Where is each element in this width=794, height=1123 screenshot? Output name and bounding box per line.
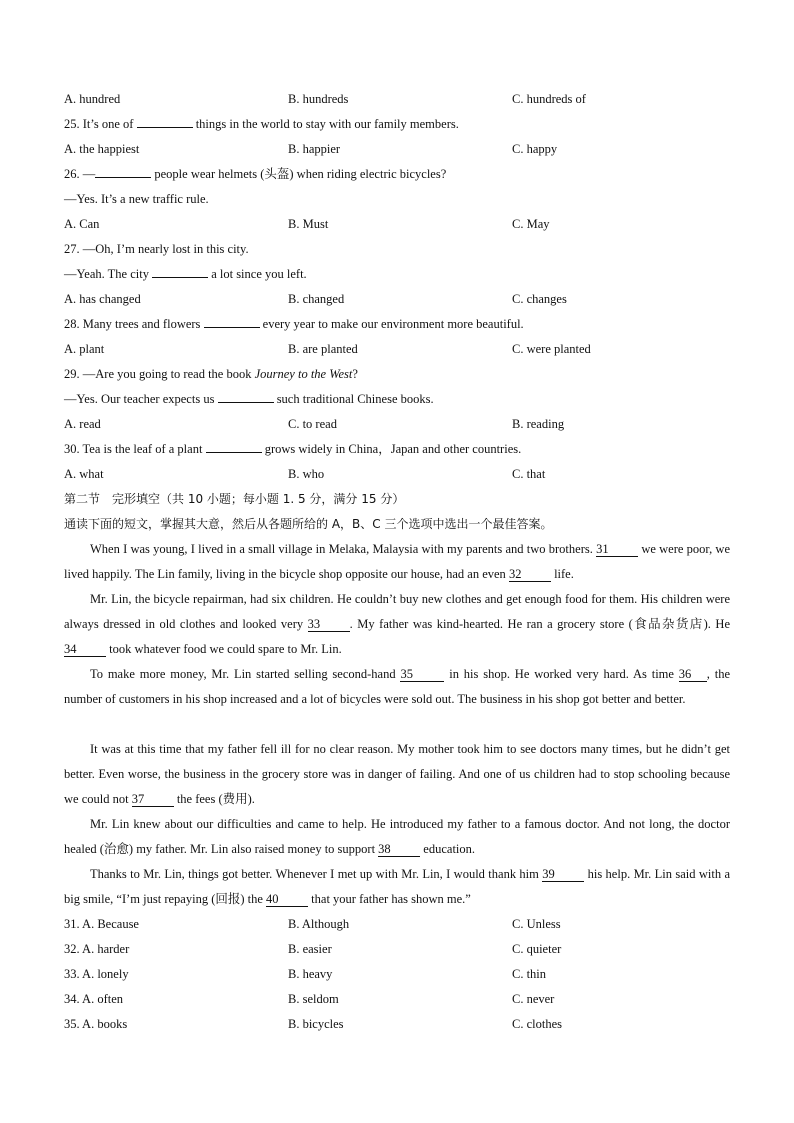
blank-33: 33 xyxy=(308,617,350,632)
question-text: a lot since you left. xyxy=(208,267,307,281)
passage-text: To make more money, Mr. Lin started selling second-hand xyxy=(90,667,401,681)
answer-blank xyxy=(152,277,208,278)
q24-options xyxy=(64,87,730,112)
question-29 xyxy=(64,362,730,387)
blank-35: 35 xyxy=(400,667,444,682)
option-c: C. hundreds of xyxy=(512,92,586,106)
blank-39: 39 xyxy=(542,867,584,882)
option-c: C. never xyxy=(512,992,555,1006)
option-b: B. happier xyxy=(288,142,341,156)
question-text: things in the world to stay with our family members. xyxy=(192,117,459,131)
passage-text: education. xyxy=(420,842,476,856)
option-a: A. has changed xyxy=(64,292,141,306)
option-a: A. hundred xyxy=(64,92,121,106)
option-b: B. Although xyxy=(288,917,350,931)
passage-text: Thanks to Mr. Lin, things got better. Whenever I met up with Mr. Lin, I would thank him xyxy=(90,867,543,881)
question-text: such traditional Chinese books. xyxy=(273,392,434,406)
passage-paragraph-6 xyxy=(64,862,730,912)
option-b: B. easier xyxy=(288,942,332,956)
question-30 xyxy=(64,437,730,462)
option-b: B. are planted xyxy=(288,342,358,356)
passage-text: that your father has shown me.” xyxy=(308,892,471,906)
passage-text: in his shop. He worked very hard. As time xyxy=(444,667,679,681)
option-a: A. plant xyxy=(64,342,105,356)
blank-36: 36 xyxy=(679,667,707,682)
answer-blank xyxy=(206,452,262,453)
question-text: grows widely in China，Japan and other countries. xyxy=(261,442,522,456)
option-a: 35. A. books xyxy=(64,1017,128,1031)
option-c: C. clothes xyxy=(512,1017,562,1031)
question-25 xyxy=(64,112,730,137)
option-c: C. were planted xyxy=(512,342,591,356)
question-text: 29. —Are you going to read the book xyxy=(64,367,255,381)
question-text: —Yeah. The city xyxy=(64,267,153,281)
passage-text: took whatever food we could spare to Mr. Lin. xyxy=(106,642,342,656)
answer-blank xyxy=(218,402,274,403)
passage-text: Mr. Lin knew about our difficulties and came to help. He introduced my father to a famous doctor. And not long, the doctor healed (治愈) my father. Mr. Lin also raised money to support xyxy=(64,817,730,856)
option-c: B. reading xyxy=(512,417,565,431)
option-b: B. Must xyxy=(288,217,329,231)
answer-options-31 xyxy=(64,912,730,937)
option-b: B. changed xyxy=(288,292,345,306)
q25-options xyxy=(64,137,730,162)
question-text: 30. Tea is the leaf of a plant xyxy=(64,442,206,456)
question-text: 28. Many trees and flowers xyxy=(64,317,204,331)
option-b: B. seldom xyxy=(288,992,339,1006)
section-title: 第二节 完形填空（共 10 小题；每小题 1. 5 分，满分 15 分） xyxy=(64,492,405,506)
question-text: people wear helmets (头盔) when riding electric bicycles? xyxy=(151,167,447,181)
option-a: A. the happiest xyxy=(64,142,140,156)
blank-32: 32 xyxy=(509,567,551,582)
passage-text: When I was young, I lived in a small village in Melaka, Malaysia with my parents and two brothers. xyxy=(90,542,597,556)
blank-40: 40 xyxy=(266,892,308,907)
passage-paragraph-3 xyxy=(64,662,730,712)
answer-options-35 xyxy=(64,1012,730,1037)
passage-text: Mr. Lin, the bicycle repairman, had six children. He couldn’t buy new clothes and get enough food for them. His children were always dressed in old clothes and looked very xyxy=(64,592,730,631)
passage-text: we were poor, we lived happily. The Lin family, living in the bicycle shop opposite our house, had an even xyxy=(64,542,730,581)
option-a: 33. A. lonely xyxy=(64,967,129,981)
option-c: C. May xyxy=(512,217,550,231)
section-instruction: 通读下面的短文，掌握其大意，然后从各题所给的 A，B、C 三个选项中选出一个最佳答案。 xyxy=(64,517,553,531)
option-b: B. hundreds xyxy=(288,92,349,106)
blank-38: 38 xyxy=(378,842,420,857)
answer-options-33 xyxy=(64,962,730,987)
option-b: B. heavy xyxy=(288,967,333,981)
option-c: C. thin xyxy=(512,967,547,981)
passage-text: the fees (费用). xyxy=(173,792,255,806)
passage-text: It was at this time that my father fell ill for no clear reason. My mother took him to see doctors many times, but he didn’t get better. Even worse, the business in the grocery store was in danger of failing. And one of us children had to stop schooling because we could not xyxy=(64,742,730,806)
passage-text: , the number of customers in his shop increased and a lot of bicycles were sold out. The business in his shop got better and better. xyxy=(64,667,731,706)
blank-34: 34 xyxy=(64,642,106,657)
option-b: B. who xyxy=(288,467,325,481)
question-text: —Yes. Our teacher expects us xyxy=(64,392,218,406)
option-b: B. bicycles xyxy=(288,1017,344,1031)
question-26 xyxy=(64,162,730,187)
blank-37: 37 xyxy=(132,792,174,807)
passage-paragraph-4 xyxy=(64,737,730,812)
q29-reply xyxy=(64,387,730,412)
option-b: C. to read xyxy=(288,417,337,431)
option-c: C. changes xyxy=(512,292,567,306)
q29-options xyxy=(64,412,730,437)
answer-options-32 xyxy=(64,937,730,962)
q26-reply: —Yes. It’s a new traffic rule. xyxy=(64,192,209,206)
answer-blank xyxy=(204,327,260,328)
passage-paragraph-2 xyxy=(64,587,730,662)
option-c: C. quieter xyxy=(512,942,562,956)
passage-paragraph-1 xyxy=(64,537,730,587)
passage-paragraph-5 xyxy=(64,812,730,862)
option-c: C. Unless xyxy=(512,917,561,931)
q27-options xyxy=(64,287,730,312)
question-text: ? xyxy=(352,367,358,381)
question-text: every year to make our environment more beautiful. xyxy=(259,317,524,331)
blank-31: 31 xyxy=(596,542,638,557)
answer-options-34 xyxy=(64,987,730,1012)
passage-text: . My father was kind-hearted. He ran a grocery store (食品杂货店). He xyxy=(349,617,730,631)
option-a: 32. A. harder xyxy=(64,942,130,956)
option-a: 34. A. often xyxy=(64,992,124,1006)
option-a: 31. A. Because xyxy=(64,917,139,931)
question-27: 27. —Oh, I’m nearly lost in this city. xyxy=(64,242,249,256)
option-c: C. that xyxy=(512,467,546,481)
q27-reply xyxy=(64,262,730,287)
passage-text: his help. Mr. Lin said with a big smile, “I’m just repaying (回报) the xyxy=(64,867,730,906)
option-c: C. happy xyxy=(512,142,558,156)
question-text: 26. — xyxy=(64,167,96,181)
passage-text: life. xyxy=(550,567,574,581)
answer-blank xyxy=(95,177,151,178)
option-a: A. read xyxy=(64,417,101,431)
option-a: A. Can xyxy=(64,217,100,231)
q26-options xyxy=(64,212,730,237)
option-a: A. what xyxy=(64,467,104,481)
question-28 xyxy=(64,312,730,337)
book-title: Journey to the West xyxy=(254,367,353,381)
question-text: 25. It’s one of xyxy=(64,117,137,131)
q30-options xyxy=(64,462,730,487)
answer-blank xyxy=(137,127,193,128)
q28-options xyxy=(64,337,730,362)
